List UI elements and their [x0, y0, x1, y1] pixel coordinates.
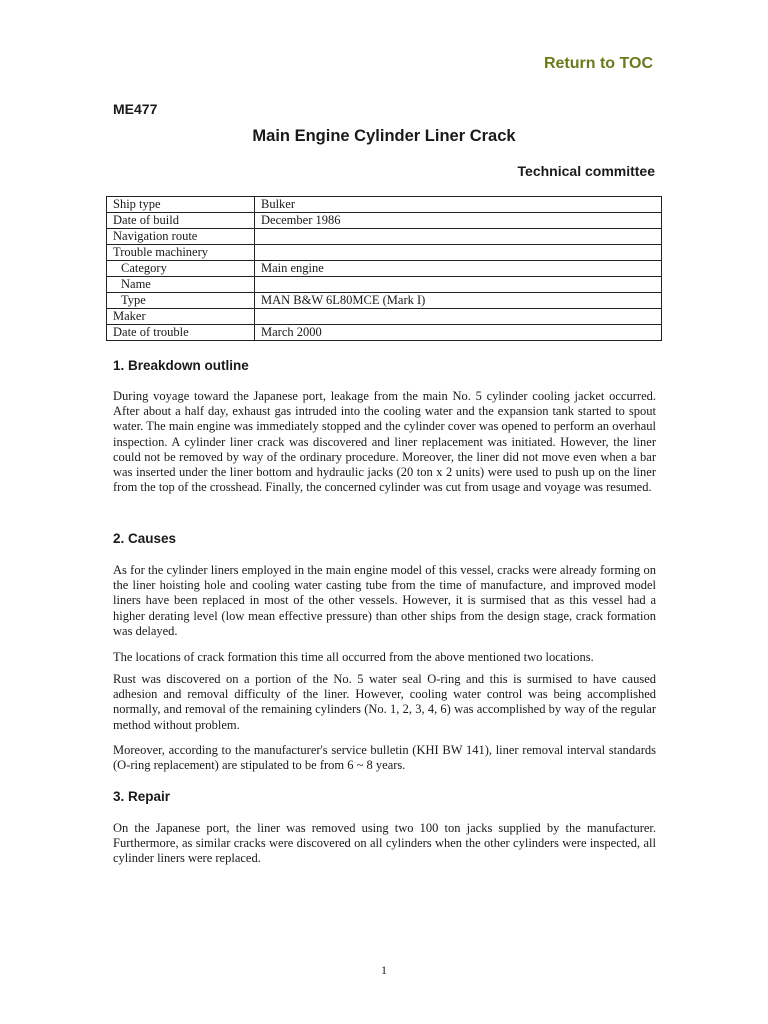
row-label: Trouble machinery	[107, 245, 255, 261]
causes-paragraph-3: Rust was discovered on a portion of the No. 5 water seal O-ring and this is surmised to have caused adhesion and removal difficulty of the liner. However, cooling water control was being accomplished normally, and removal of the remaining cylinders (No. 1, 2, 3, 4, 6) was accomplished by way of the regular method without problem.	[113, 672, 656, 732]
row-label: Ship type	[107, 197, 255, 213]
row-value: Main engine	[255, 261, 662, 277]
row-label: Navigation route	[107, 229, 255, 245]
row-label: Category	[107, 261, 255, 277]
row-value	[255, 245, 662, 261]
repair-paragraph: On the Japanese port, the liner was removed using two 100 ton jacks supplied by the manufacturer. Furthermore, as similar cracks were discovered on all cylinders when the other cylinders were inspected, all cylinder liners were replaced.	[113, 821, 656, 866]
row-label: Date of build	[107, 213, 255, 229]
table-row	[107, 261, 662, 277]
table-row	[107, 229, 662, 245]
table-row	[107, 277, 662, 293]
table-row	[107, 197, 662, 213]
row-value: MAN B&W 6L80MCE (Mark I)	[255, 293, 662, 309]
causes-paragraph-1: As for the cylinder liners employed in the main engine model of this vessel, cracks were already forming on the liner hoisting hole and cooling water casting tube from the time of manufacture, and improved model liners have been replaced in most of the other vessels. However, it is surmised that as this vessel had a higher derating level (low mean effective pressure) than other ships from the design stage, crack formation was delayed.	[113, 563, 656, 638]
table-row	[107, 293, 662, 309]
return-to-toc-link[interactable]: Return to TOC	[543, 55, 653, 72]
row-label: Type	[107, 293, 255, 309]
row-value	[255, 309, 662, 325]
table-row	[107, 213, 662, 229]
page-number: 1	[381, 963, 387, 977]
row-label: Date of trouble	[107, 325, 255, 341]
ship-info-table	[106, 196, 662, 341]
author-line: Technical committee	[517, 163, 655, 179]
table-row	[107, 325, 662, 341]
page-title: Main Engine Cylinder Liner Crack	[252, 127, 516, 145]
table-row	[107, 309, 662, 325]
section-heading-repair: 3. Repair	[113, 789, 171, 804]
section-heading-breakdown: 1. Breakdown outline	[113, 358, 249, 373]
row-value: March 2000	[255, 325, 662, 341]
breakdown-paragraph: During voyage toward the Japanese port, leakage from the main No. 5 cylinder cooling jacket occurred. After about a half day, exhaust gas intruded into the cooling water and the expansion tank started to spout water. The main engine was immediately stopped and the cylinder cover was opened to perform an overhaul inspection. A cylinder liner crack was discovered and liner replacement was initiated. However, the liner could not be removed by way of the ordinary procedure. Moreover, the liner did not move even when a bar was inserted under the liner bottom and hydraulic jacks (20 ton x 2 units) were used to push up on the liner from the top of the crosshead. Finally, the concerned cylinder was cut from usage and voyage was resumed.	[113, 389, 656, 495]
causes-paragraph-2: The locations of crack formation this time all occurred from the above mentioned two locations.	[113, 650, 594, 664]
row-value	[255, 229, 662, 245]
row-label: Maker	[107, 309, 255, 325]
row-value: Bulker	[255, 197, 662, 213]
row-label: Name	[107, 277, 255, 293]
row-value: December 1986	[255, 213, 662, 229]
section-heading-causes: 2. Causes	[113, 531, 177, 546]
row-value	[255, 277, 662, 293]
document-code: ME477	[113, 101, 158, 117]
table-row	[107, 245, 662, 261]
causes-paragraph-4: Moreover, according to the manufacturer's service bulletin (KHI BW 141), liner removal interval standards (O-ring replacement) are stipulated to be from 6 ~ 8 years.	[113, 743, 656, 773]
